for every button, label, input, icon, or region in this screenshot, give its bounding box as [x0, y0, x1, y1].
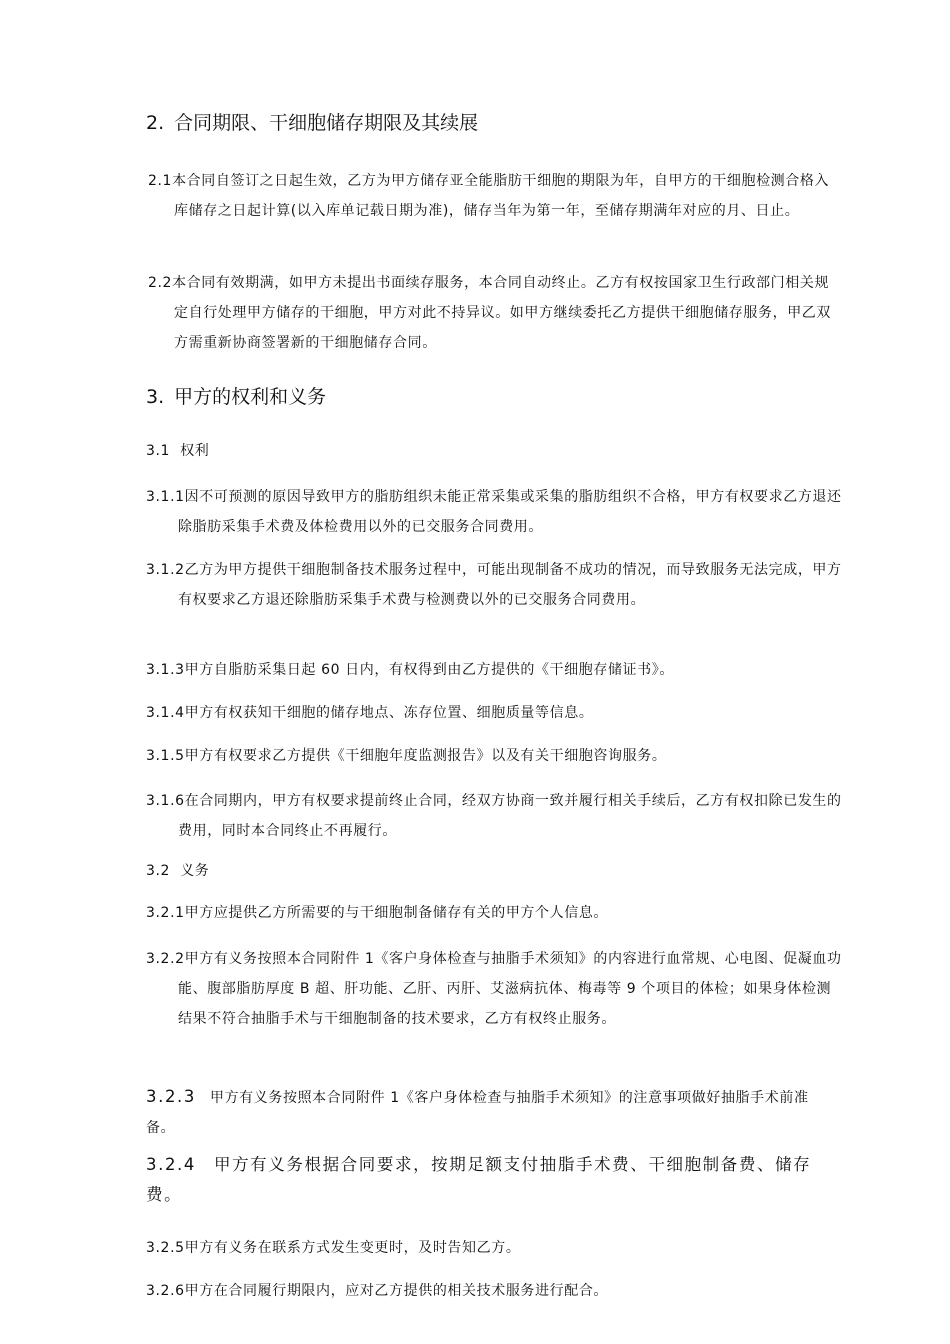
clause-label: 3.1.4 [146, 705, 185, 721]
section-title: 合同期限、干细胞储存期限及其续展 [174, 112, 479, 134]
clause-label: 3.1.3 [146, 662, 185, 678]
clause-3-1-6 [146, 786, 844, 846]
clause-label: 3.2.5 [146, 1240, 185, 1256]
clause-2-1 [148, 166, 836, 226]
clause-3-1-1 [146, 482, 844, 542]
clause-label: 3.2.6 [146, 1283, 185, 1299]
clause-text: 在合同期内，甲方有权要求提前终止合同，经双方协商一致并履行相关手续后，乙方有权扣除已发生的费用，同时本合同终止不再履行。 [178, 793, 842, 839]
subsection-3-1 [146, 436, 209, 466]
subsection-label: 3.2 [146, 863, 171, 879]
section-2-heading [146, 108, 478, 135]
subsection-title: 权利 [180, 443, 210, 459]
section-title: 甲方的权利和义务 [174, 386, 327, 408]
clause-text: 甲方有义务按照本合同附件 1《客户身体检查与抽脂手术须知》的注意事项做好抽脂手术前准备。 [146, 1090, 809, 1136]
clause-2-2 [148, 268, 836, 358]
clause-3-1-4 [146, 698, 812, 728]
clause-label: 3.1.1 [146, 489, 185, 505]
clause-label: 2.2 [148, 275, 173, 291]
clause-text: 本合同自签订之日起生效，乙方为甲方储存亚全能脂肪干细胞的期限为年，自甲方的干细胞检测合格入库储存之日起计算(以入库单记载日期为准)，储存当年为第一年，至储存期满年对应的月、日止。 [172, 173, 830, 219]
clause-3-1-5 [146, 741, 812, 771]
clause-text: 甲方自脂肪采集日起 60 日内，有权得到由乙方提供的《干细胞存储证书》。 [184, 662, 674, 678]
section-number: 2. [146, 112, 165, 134]
clause-3-1-2 [146, 555, 844, 615]
subsection-3-2 [146, 856, 209, 886]
subsection-title: 义务 [180, 863, 210, 879]
clause-text: 乙方为甲方提供干细胞制备技术服务过程中，可能出现制备不成功的情况，而导致服务无法完成，甲方有权要求乙方退还除脂肪采集手术费与检测费以外的已交服务合同费用。 [178, 562, 842, 608]
clause-3-2-5 [146, 1233, 812, 1263]
clause-label: 3.2.3 [146, 1087, 196, 1106]
clause-3-2-4 [146, 1150, 812, 1210]
section-3-heading [146, 382, 326, 409]
clause-3-2-6 [146, 1276, 812, 1306]
clause-label: 3.2.1 [146, 905, 185, 921]
clause-text: 甲方在合同履行期限内，应对乙方提供的相关技术服务进行配合。 [184, 1283, 609, 1299]
clause-3-2-1 [146, 898, 812, 928]
subsection-label: 3.1 [146, 443, 171, 459]
clause-text: 甲方有义务按照本合同附件 1《客户身体检查与抽脂手术须知》的内容进行血常规、心电图、促凝血功能、腹部脂肪厚度 B 超、肝功能、乙肝、丙肝、艾滋病抗体、梅毒等 9 个项目的体检；如果身体检测结果不符合抽脂手术与干细胞制备的技术要求，乙方有权终止服务。 [178, 951, 842, 1027]
clause-label: 3.1.2 [146, 562, 185, 578]
clause-label: 3.1.6 [146, 793, 185, 809]
clause-3-1-3 [146, 655, 812, 685]
clause-3-2-2 [146, 944, 844, 1034]
clause-label: 3.2.2 [146, 951, 185, 967]
clause-label: 2.1 [148, 173, 173, 189]
clause-text: 因不可预测的原因导致甲方的脂肪组织未能正常采集或采集的脂肪组织不合格，甲方有权要求乙方退还除脂肪采集手术费及体检费用以外的已交服务合同费用。 [178, 489, 842, 535]
clause-text: 甲方有义务根据合同要求，按期足额支付抽脂手术费、干细胞制备费、储存费。 [146, 1155, 812, 1204]
clause-text: 甲方应提供乙方所需要的与干细胞制备储存有关的甲方个人信息。 [184, 905, 609, 921]
clause-text: 甲方有义务在联系方式发生变更时，及时告知乙方。 [184, 1240, 521, 1256]
clause-text: 本合同有效期满，如甲方未提出书面续存服务，本合同自动终止。乙方有权按国家卫生行政部门相关规定自行处理甲方储存的干细胞，甲方对此不持异议。如甲方继续委托乙方提供干细胞储存服务，甲乙双方需重新协商签署新的干细胞储存合同。 [172, 275, 831, 351]
clause-3-2-3 [146, 1082, 812, 1143]
section-number: 3. [146, 386, 165, 408]
clause-label: 3.2.4 [146, 1155, 196, 1174]
clause-text: 甲方有权获知干细胞的储存地点、冻存位置、细胞质量等信息。 [184, 705, 594, 721]
clause-text: 甲方有权要求乙方提供《干细胞年度监测报告》以及有关干细胞咨询服务。 [184, 748, 667, 764]
clause-label: 3.1.5 [146, 748, 185, 764]
